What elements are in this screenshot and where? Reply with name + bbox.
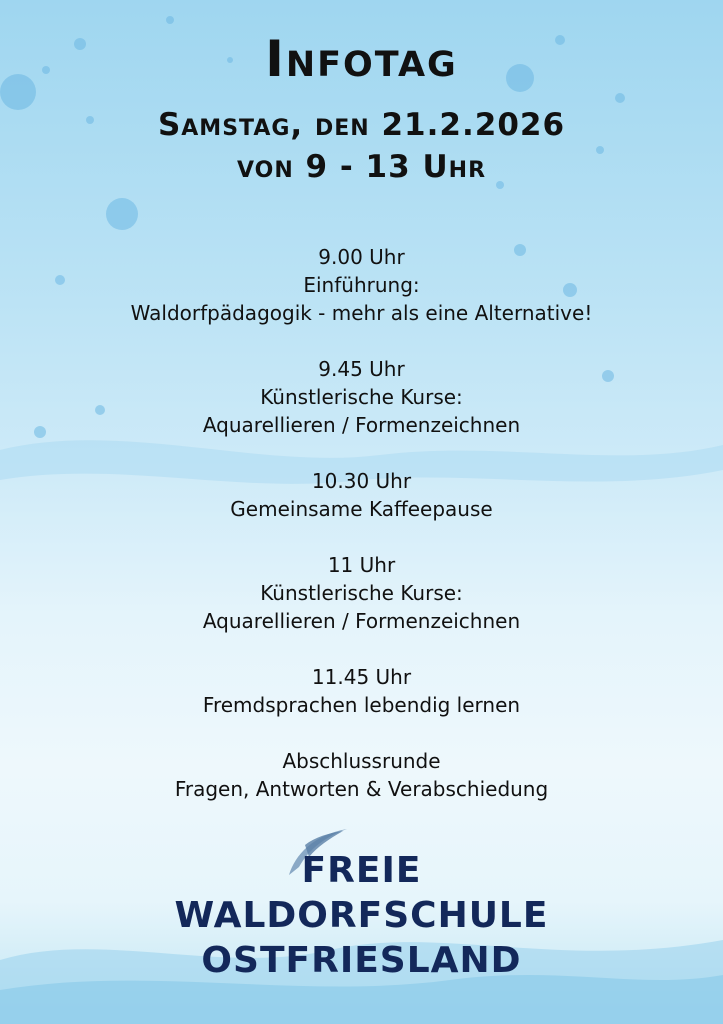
event-time: von 9 - 13 Uhr [236,149,487,185]
logo-line-2: WALDORFSCHULE [174,895,549,936]
program-time: 11.45 Uhr [311,665,412,689]
program-time: Abschlussrunde [282,749,441,773]
program-line: Künstlerische Kurse: [260,385,463,409]
page-title: Infotag [265,30,458,88]
logo-line-1: FREIE [301,850,422,891]
program-line: Aquarellieren / Formenzeichnen [202,609,521,633]
program-time: 9.45 Uhr [318,357,405,381]
program-item-1 [0,243,723,327]
program-item-5 [0,663,723,719]
program-time: 9.00 Uhr [318,245,405,269]
program-line: Einführung: [303,273,420,297]
program-item-4 [0,551,723,635]
program-item-3 [0,467,723,523]
program-item-2 [0,355,723,439]
program-line: Fragen, Antworten & Verabschiedung [174,777,549,801]
program-item-6 [0,747,723,803]
event-date: Samstag, den 21.2.2026 [157,107,566,143]
program-line: Künstlerische Kurse: [260,581,463,605]
program-time: 11 Uhr [327,553,396,577]
program-line: Gemeinsame Kaffeepause [230,497,493,521]
program-time: 10.30 Uhr [311,469,412,493]
program-line: Fremdsprachen lebendig lernen [202,693,521,717]
program-line: Aquarellieren / Formenzeichnen [202,413,521,437]
logo-line-3: OSTFRIESLAND [201,940,522,981]
program-line: Waldorfpädagogik - mehr als eine Alternative! [130,301,593,325]
